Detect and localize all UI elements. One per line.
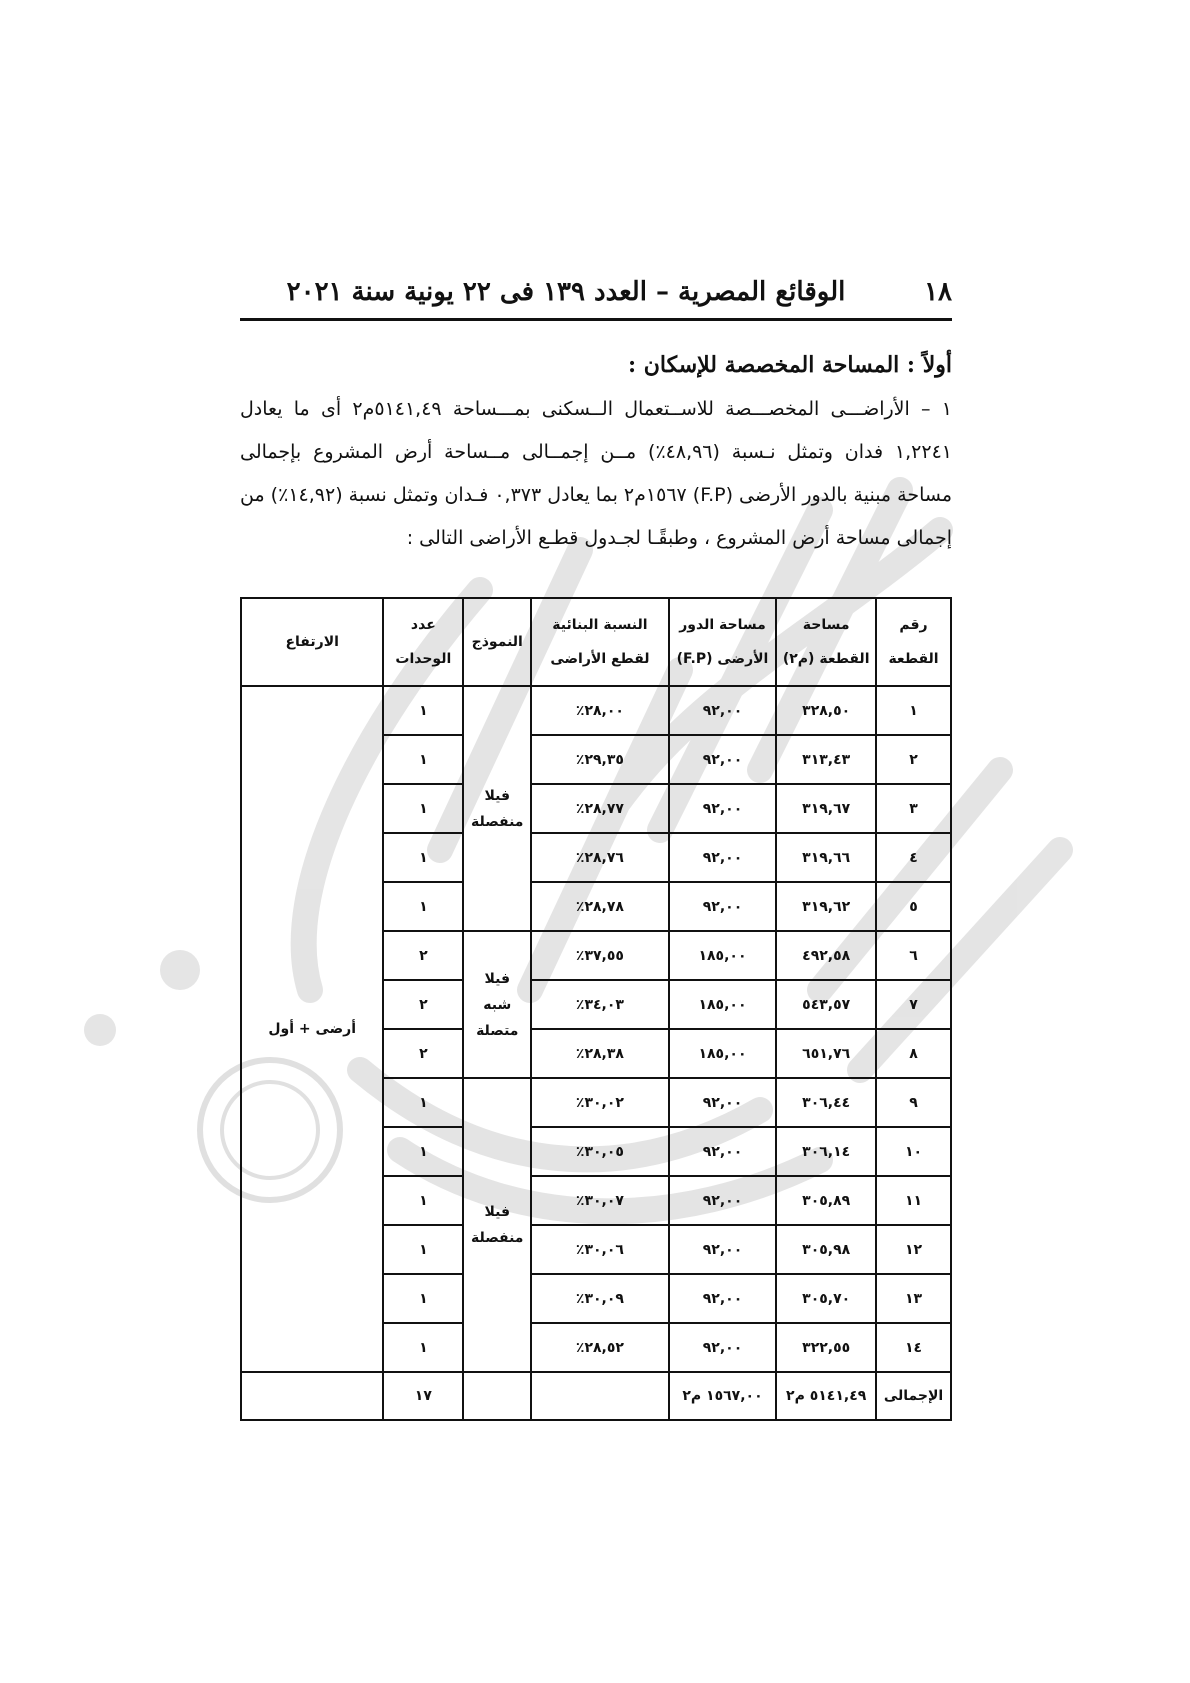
unit-count: ١ xyxy=(383,735,463,784)
plot-no: ٣ xyxy=(876,784,951,833)
plot-no: ٧ xyxy=(876,980,951,1029)
ground-floor-area: ٩٢,٠٠ xyxy=(669,686,777,735)
unit-count: ١ xyxy=(383,784,463,833)
table-total-row xyxy=(241,1372,951,1420)
body-paragraph: ١ – الأراضـــى المخصـــصة للاســتعمال الــسكنى بمـــساحة ٥١٤١,٤٩م٢ أى ما يعادل ١,٢٢٤١ فدان وتمثل نـسبة (٤٨,٩٦٪) مــن إجمــالى مــساحة أرض المشروع بإجمالى مساحة مبنية بالدور الأرضى (F.P) ١٥٦٧م٢ بما يعادل ٠,٣٧٣ فـدان وتمثل نسبة (١٤,٩٢٪) من إجمالى مساحة أرض المشروع ، وطبقًـا لجـدول قطـع الأراضى التالى : xyxy=(240,398,952,549)
ground-floor-area: ٩٢,٠٠ xyxy=(669,833,777,882)
header-height: الارتفاع xyxy=(241,598,383,686)
plot-area: ٣٠٥,٩٨ xyxy=(776,1225,876,1274)
model-cell: فيلا منفصلة xyxy=(463,686,531,931)
unit-count: ١ xyxy=(383,1127,463,1176)
plot-no: ٤ xyxy=(876,833,951,882)
ground-floor-area: ٩٢,٠٠ xyxy=(669,882,777,931)
unit-count: ١ xyxy=(383,1323,463,1372)
unit-count: ١ xyxy=(383,882,463,931)
plot-area: ٣١٩,٦٧ xyxy=(776,784,876,833)
plot-area: ٣٠٥,٧٠ xyxy=(776,1274,876,1323)
header-model: النموذج xyxy=(463,598,531,686)
building-ratio: ٢٩,٣٥٪ xyxy=(531,735,668,784)
unit-count: ١ xyxy=(383,833,463,882)
table-row xyxy=(241,686,951,735)
ground-floor-area: ٩٢,٠٠ xyxy=(669,1078,777,1127)
header-units: عدد الوحدات xyxy=(383,598,463,686)
header-rule xyxy=(240,318,952,321)
page-number: ١٨ xyxy=(924,277,952,307)
ground-floor-area: ١٨٥,٠٠ xyxy=(669,931,777,980)
unit-count: ١ xyxy=(383,1274,463,1323)
table-header-row xyxy=(241,598,951,686)
gazette-title: الوقائع المصرية – العدد ١٣٩ فى ٢٢ يونية سنة ٢٠٢١ xyxy=(286,277,846,307)
total-model-empty xyxy=(463,1372,531,1420)
height-cell: أرضى + أول xyxy=(241,686,383,1372)
plot-area: ٣٠٦,١٤ xyxy=(776,1127,876,1176)
unit-count: ١ xyxy=(383,1078,463,1127)
plot-no: ٨ xyxy=(876,1029,951,1078)
plots-table xyxy=(240,597,952,1421)
building-ratio: ٣٠,٠٥٪ xyxy=(531,1127,668,1176)
plot-no: ١ xyxy=(876,686,951,735)
total-units: ١٧ xyxy=(383,1372,463,1420)
building-ratio: ٣٤,٠٣٪ xyxy=(531,980,668,1029)
ground-floor-area: ٩٢,٠٠ xyxy=(669,1225,777,1274)
plot-no: ١٢ xyxy=(876,1225,951,1274)
building-ratio: ٣٧,٥٥٪ xyxy=(531,931,668,980)
ground-floor-area: ٩٢,٠٠ xyxy=(669,1274,777,1323)
building-ratio: ٣٠,٠٦٪ xyxy=(531,1225,668,1274)
plot-no: ٥ xyxy=(876,882,951,931)
plot-no: ١٣ xyxy=(876,1274,951,1323)
plot-area: ٥٤٣,٥٧ xyxy=(776,980,876,1029)
unit-count: ٢ xyxy=(383,931,463,980)
unit-count: ١ xyxy=(383,1176,463,1225)
unit-count: ١ xyxy=(383,1225,463,1274)
ground-floor-area: ٩٢,٠٠ xyxy=(669,735,777,784)
total-height-empty xyxy=(241,1372,383,1420)
total-ratio-empty xyxy=(531,1372,668,1420)
total-area: ٥١٤١,٤٩ م٢ xyxy=(776,1372,876,1420)
page-header xyxy=(240,272,952,312)
ground-floor-area: ٩٢,٠٠ xyxy=(669,1176,777,1225)
unit-count: ١ xyxy=(383,686,463,735)
building-ratio: ٣٠,٠٩٪ xyxy=(531,1274,668,1323)
ground-floor-area: ٩٢,٠٠ xyxy=(669,1127,777,1176)
plot-area: ٣٠٦,٤٤ xyxy=(776,1078,876,1127)
building-ratio: ٢٨,٠٠٪ xyxy=(531,686,668,735)
plot-area: ٣١٩,٦٦ xyxy=(776,833,876,882)
building-ratio: ٢٨,٧٦٪ xyxy=(531,833,668,882)
unit-count: ٢ xyxy=(383,1029,463,1078)
plot-area: ٦٥١,٧٦ xyxy=(776,1029,876,1078)
plot-no: ٦ xyxy=(876,931,951,980)
building-ratio: ٣٠,٠٧٪ xyxy=(531,1176,668,1225)
plot-no: ١١ xyxy=(876,1176,951,1225)
section-title: أولاً : المساحة المخصصة للإسكان : xyxy=(627,352,952,378)
total-label: الإجمالى xyxy=(876,1372,951,1420)
model-cell: فيلا شبه متصلة xyxy=(463,931,531,1078)
plot-area: ٤٩٢,٥٨ xyxy=(776,931,876,980)
building-ratio: ٢٨,٧٧٪ xyxy=(531,784,668,833)
ground-floor-area: ١٨٥,٠٠ xyxy=(669,1029,777,1078)
building-ratio: ٢٨,٥٢٪ xyxy=(531,1323,668,1372)
plot-area: ٣١٩,٦٢ xyxy=(776,882,876,931)
ground-floor-area: ٩٢,٠٠ xyxy=(669,1323,777,1372)
plot-area: ٣٢٢,٥٥ xyxy=(776,1323,876,1372)
plot-area: ٣٠٥,٨٩ xyxy=(776,1176,876,1225)
ground-floor-area: ٩٢,٠٠ xyxy=(669,784,777,833)
header-building-ratio: النسبة البنائية لقطع الأراضى xyxy=(531,598,668,686)
model-cell: فيلا منفصلة xyxy=(463,1078,531,1372)
header-plot-area: مساحة القطعة (م٢) xyxy=(776,598,876,686)
plot-area: ٣٢٨,٥٠ xyxy=(776,686,876,735)
plot-no: ١٠ xyxy=(876,1127,951,1176)
plot-no: ١٤ xyxy=(876,1323,951,1372)
building-ratio: ٢٨,٧٨٪ xyxy=(531,882,668,931)
unit-count: ٢ xyxy=(383,980,463,1029)
ground-floor-area: ١٨٥,٠٠ xyxy=(669,980,777,1029)
plot-no: ٢ xyxy=(876,735,951,784)
header-plot-no: رقم القطعة xyxy=(876,598,951,686)
plot-no: ٩ xyxy=(876,1078,951,1127)
building-ratio: ٣٠,٠٢٪ xyxy=(531,1078,668,1127)
header-ground-floor: مساحة الدور الأرضى (F.P) xyxy=(669,598,777,686)
total-ground-floor: ١٥٦٧,٠٠ م٢ xyxy=(669,1372,777,1420)
building-ratio: ٢٨,٣٨٪ xyxy=(531,1029,668,1078)
plot-area: ٣١٣,٤٣ xyxy=(776,735,876,784)
